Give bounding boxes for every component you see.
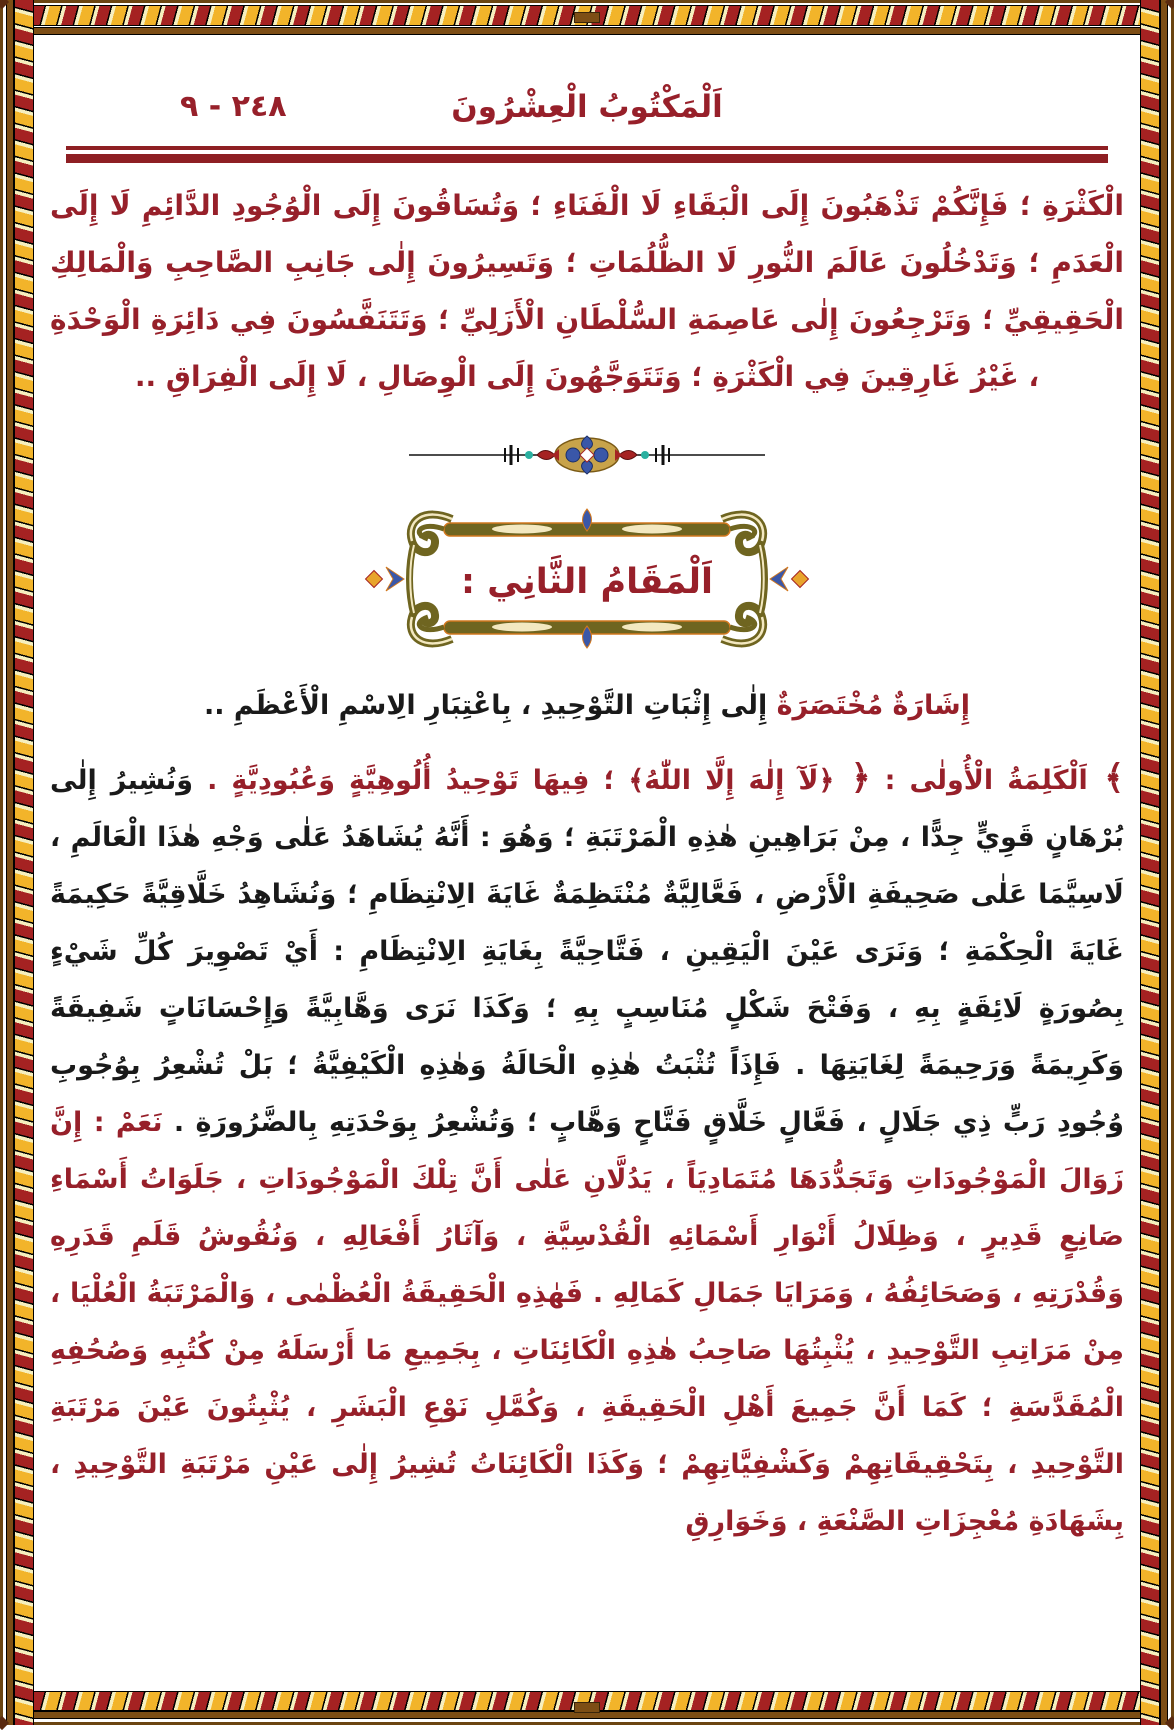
body-paragraph [50,749,1124,1550]
page-number: ٢٤٨ - ٩ [180,89,287,124]
text-segment-black: وَنُشِيرُ إِلٰى بُرْهَانٍ قَوِيٍّ جِدًّا ، مِنْ بَرَاهِينِ هٰذِهِ الْمَرْتَبَةِ ؛ وَهُوَ : أَنَّهُ يُشَاهَدُ عَلٰى وَجْهِ هٰذَا الْعَالَمِ ، لَاسِيَّمَا عَلٰى صَحِيفَةِ الْأَرْضِ ، فَعَّالِيَّةٌ مُنْتَظِمَةٌ غَايَةَ الِانْتِظَامِ ؛ وَنُشَاهِدُ خَلَّاقِيَّةً حَكِيمَةً غَايَةَ الْحِكْمَةِ ؛ وَنَرَى عَيْنَ الْيَقِينِ ، فَتَّاحِيَّةً بِغَايَةِ الِانْتِظَامِ : أَيْ تَصْوِيرَ كُلِّ شَيْءٍ بِصُورَةٍ لَائِقَةٍ بِهِ ، وَفَتْحَ شَكْلٍ مُنَاسِبٍ بِهِ ؛ وَكَذَا نَرَى وَهَّابِيَّةً وَإِحْسَانَاتٍ شَفِيقَةً وَكَرِيمَةً وَرَحِيمَةً لِغَايَتِهَا . فَإِذَاً تُثْبَتُ هٰذِهِ الْحَالَةُ وَهٰذِهِ الْكَيْفِيَّةُ ؛ بَلْ تُشْعِرُ بِوُجُوبِ وُجُودِ رَبٍّ ذِي جَلَالٍ ، فَعَّالٍ خَلَّاقٍ فَتَّاحٍ وَهَّابٍ ؛ وَتُشْعِرُ بِوَحْدَتِهِ بِالضَّرُورَةِ . [50,765,1124,1138]
border-center-ornament-icon [574,12,600,23]
page-content [34,34,1140,1691]
header-rule-thin [66,146,1108,150]
station-title: اَلْمَقَامُ الثَّانِي : [460,562,714,602]
intro-paragraph: الْكَثْرَةِ ؛ فَإِنَّكُمْ تَذْهَبُونَ إِلَى الْبَقَاءِ لَا الْفَنَاءِ ؛ وَتُسَاقُونَ إِلَى الْوُجُودِ الدَّائِمِ لَا إِلَى الْعَدَمِ ؛ وَتَدْخُلُونَ عَالَمَ النُّورِ لَا الظُّلُمَاتِ ؛ وَتَسِيرُونَ إِلٰى جَانِبِ الصَّاحِبِ وَالْمَالِكِ الْحَقِيقِيِّ ؛ وَتَرْجِعُونَ إِلٰى عَاصِمَةِ السُّلْطَانِ الْأَزَلِيِّ ؛ وَتَتَنَفَّسُونَ فِي دَائِرَةِ الْوَحْدَةِ ، غَيْرُ غَارِقِينَ فِي الْكَثْرَةِ ؛ وَتَتَوَجَّهُونَ إِلَى الْوِصَالِ ، لَا إِلَى الْفِرَاقِ .. [50,189,1124,393]
header-rule-thick [66,154,1108,163]
text-segment-black: إِلٰى إِثْبَاتِ التَّوْحِيدِ ، بِاعْتِبَارِ الِاسْمِ الْأَعْظَمِ .. [204,690,768,721]
subtitle-line [50,683,1124,729]
text-segment-red: إِشَارَةٌ مُخْتَصَرَةٌ [767,690,970,721]
border-inner-band [1160,0,1168,1725]
border-chain-pattern [14,0,34,1725]
border-center-ornament-icon [574,1702,600,1713]
border-inner-band [6,0,14,1725]
page-border-left [0,0,34,1725]
text-segment-red: ﴿لَآ إِلٰهَ إِلَّا اللّٰهُ﴾ ؛ فِيهَا تَوْحِيدُ أُلُوهِيَّةٍ وَعُبُودِيَّةٍ . [193,765,835,796]
text-segment-ornament: ﴾ [1087,758,1125,797]
text-segment-ornament: ﴿ [834,758,871,797]
page-header [50,84,1124,130]
text-segment-red: اَلْكَلِمَةُ الْأُولٰى : [870,765,1088,796]
floral-divider-icon [407,433,767,477]
border-inner-band [0,27,1174,35]
page-title: اَلْمَكْتُوبُ الْعِشْرُونَ [451,89,723,125]
page-border-right [1140,0,1174,1725]
border-chain-pattern [1140,0,1160,1725]
station-frame [352,493,822,665]
header-rule [66,146,1108,163]
text-segment-red: نَعَمْ : إِنَّ زَوَالَ الْمَوْجُودَاتِ وَتَجَدُّدَهَا مُتَمَادِيَاً ، يَدُلَّانِ عَلٰى أَنَّ تِلْكَ الْمَوْجُودَاتِ ، جَلَوَاتُ أَسْمَاءِ صَانِعٍ قَدِيرٍ ، وَظِلَالُ أَنْوَارِ أَسْمَائِهِ الْقُدْسِيَّةِ ، وَآثَارُ أَفْعَالِهِ ، وَنُقُوشُ قَلَمِ قَدَرِهِ وَقُدْرَتِهِ ، وَصَحَائِفُهُ ، وَمَرَايَا جَمَالِ كَمَالِهِ . فَهٰذِهِ الْحَقِيقَةُ الْعُظْمٰى ، وَالْمَرْتَبَةُ الْعُلْيَا ، مِنْ مَرَاتِبِ التَّوْحِيدِ ، يُثْبِتُهَا صَاحِبُ هٰذِهِ الْكَائِنَاتِ ، بِجَمِيعِ مَا أَرْسَلَهُ مِنْ كُتُبِهِ وَصُحُفِهِ الْمُقَدَّسَةِ ؛ كَمَا أَنَّ جَمِيعَ أَهْلِ الْحَقِيقَةِ ، وَكُمَّلِ نَوْعِ الْبَشَرِ ، يُثْبِتُونَ عَيْنَ مَرْتَبَةِ التَّوْحِيدِ ، بِتَحْقِيقَاتِهِمْ وَكَشْفِيَّاتِهِمْ ؛ وَكَذَا الْكَائِنَاتُ تُشِيرُ إِلٰى عَيْنِ مَرْتَبَةِ التَّوْحِيدِ ، بِشَهَادَةِ مُعْجِزَاتِ الصَّنْعَةِ ، وَخَوَارِقِ [50,1107,1124,1537]
